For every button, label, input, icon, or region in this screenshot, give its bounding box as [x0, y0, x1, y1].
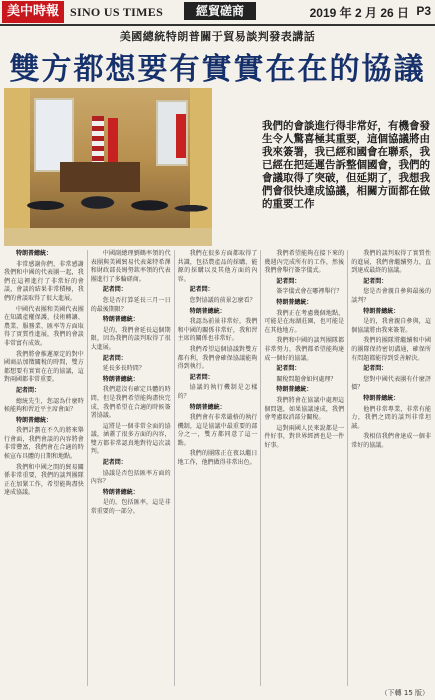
- speaker-label: 記者問：: [276, 365, 301, 373]
- paragraph: 協議是否包括匯率方面的內容？: [90, 469, 171, 486]
- paragraph: 我們在很多方面都取得了共識，包括農產品的採購、能源的採購以及其他方面的內容。: [177, 250, 258, 283]
- speaker-label: 記者問：: [363, 365, 388, 373]
- paragraph: 是的，包括匯率，這是非常重要的一部分。: [90, 499, 171, 516]
- paragraph: 協議的執行機制是怎樣的？: [177, 384, 258, 400]
- text-column: [91, 250, 171, 686]
- issue-date: 2019 年 2 月 26 日: [309, 6, 409, 20]
- paragraph: 您是否會親自參與最後的談判？: [351, 288, 431, 304]
- paragraph: 他們非常專業，非常有能力，我們之間的談判非常坦誠。: [351, 405, 431, 430]
- masthead: [0, 0, 435, 26]
- paragraph: 簽字儀式會在哪裡舉行？: [276, 288, 343, 296]
- paragraph: 您是否打算延長三月一日的最後期限？: [90, 296, 171, 313]
- paragraph: 是的，我會親自參與，這個協議將由我來簽署。: [351, 318, 431, 334]
- paragraph: 我們希望能夠在接下來的幾週內完成所有的工作，然後我們會舉行簽字儀式。: [264, 250, 345, 275]
- paragraph: 我認為前景非常好，我們和中國的關係非常好，我和習主席的關係也非常好。: [177, 318, 258, 343]
- paragraph: 延長多長時間？: [102, 365, 145, 373]
- paragraph: 這將是一個非常全面的協議，涵蓋了很多方面的內容，雙方都非常認真地對待這次談判。: [90, 422, 171, 456]
- paragraph: 您對協議的前景怎麼看？: [189, 296, 256, 304]
- speaker-label: 特朗普總統：: [189, 307, 226, 315]
- continued-note: （下轉 15 版）: [380, 689, 429, 697]
- paragraph: 我們的團隊正在夜以繼日地工作，他們做得非常出色。: [177, 450, 258, 467]
- paragraph: 我們的談判取得了實質性的進展，我們會繼續努力，直到達成最終的協議。: [351, 250, 431, 275]
- speaker-label: 記者問：: [363, 277, 388, 285]
- brand-name-cn: 美中時報: [2, 1, 64, 23]
- speaker-label: 特朗普總統：: [189, 403, 226, 411]
- speaker-label: 特朗普總統：: [102, 316, 139, 324]
- brand-name-en: SINO US TIMES: [70, 4, 164, 19]
- paragraph: 我相信我們會達成一個非常好的協議。: [351, 433, 431, 449]
- paragraph: 我們正在考慮幾個地點，可能是在海湖莊園，也可能是在其他地方。: [264, 309, 345, 334]
- speaker-label: 特朗普總統：: [16, 250, 53, 257]
- paragraph: 總統先生，您認為什麼時候能夠和習近平主席會面？: [4, 397, 84, 414]
- text-column: [178, 250, 258, 686]
- paragraph: 中國副總理劉鶴率領的代表團與美國貿易代表萊特希澤和財政部長姆努欽率領的代表團進行了多輪磋商。: [90, 250, 171, 283]
- speaker-label: 特朗普總統：: [102, 488, 139, 496]
- section-tag: 經貿磋商: [184, 2, 256, 20]
- paragraph: 我們和中國的談判團隊都非常努力，我們都希望能夠達成一個好的協議。: [264, 337, 345, 362]
- column-divider: [260, 250, 261, 686]
- speaker-label: 特朗普總統：: [16, 416, 53, 424]
- speaker-label: 記者問：: [16, 386, 41, 394]
- column-divider: [347, 250, 348, 686]
- pull-quote: 我們的會談進行得非常好，有機會發生令人驚喜極其重要，這個協議將由我來簽署，我已經和國會在聯系，我已經在把延遲告訴整個國會，我們的會議取得了突破，但延期了，我想我們會很快達成協議，相關方面都在做的重要工作: [262, 120, 430, 210]
- text-column: [351, 250, 431, 686]
- speaker-label: 特朗普總統：: [363, 394, 400, 402]
- paragraph: 您對中國代表團有什麼評價？: [351, 375, 431, 392]
- article-subhead: 美國總統特朗普關于貿易談判發表講話: [119, 30, 316, 43]
- paragraph: 中國代表團和美國代表團在知識產權保護、技術轉讓、農業、服務業、匯率等方面取得了實質性進展，我們的會談非常富有成效。: [4, 305, 84, 347]
- speaker-label: 記者問：: [276, 277, 301, 285]
- paragraph: 非常感謝你們，非常感謝我們和中國的代表團一起，我們在這裡進行了非常好的會談，會談的結果非常積極，我們的會談取得了很大進展。: [4, 260, 84, 302]
- paragraph: 我們的團隊將繼續和中國的團隊保持密切溝通，確保所有問題都能得到妥善解決。: [351, 337, 431, 362]
- speaker-label: 記者問：: [189, 286, 214, 294]
- paragraph: 這對兩國人民來說都是一件好事，對世界經濟也是一件好事。: [264, 424, 345, 449]
- paragraph: 我們和中國之間的貿易關係非常重要，我們的談判團隊正在加緊工作，希望能夠盡快達成協議。: [4, 463, 84, 497]
- page-number: P3: [416, 4, 431, 18]
- article-headline: 雙方都想要有實實在在的協議: [9, 52, 426, 87]
- speaker-label: 記者問：: [102, 459, 127, 467]
- paragraph: 關稅問題會如何處理？: [276, 375, 337, 383]
- paragraph: 我們將會推遲原定的對中國商品加徵關稅的時間，雙方都想要有實實在在的協議，這對兩國都非常重要。: [4, 350, 84, 384]
- speaker-label: 特朗普總統：: [102, 375, 139, 383]
- speaker-label: 特朗普總統：: [363, 307, 400, 315]
- news-photo: [4, 88, 212, 246]
- text-column: [264, 250, 344, 686]
- speaker-label: 記者問：: [189, 373, 214, 381]
- paragraph: 是的，我們會延長這個期限，因為我們的談判取得了很大進展。: [90, 326, 171, 351]
- speaker-label: 記者問：: [102, 354, 127, 362]
- paragraph: 我們將會在協議中處理這個問題，如果協議達成，我們會考慮取消部分關稅。: [264, 396, 345, 422]
- paragraph: 我們希望這個協議對雙方都有利，我們會確保協議能夠得到執行。: [177, 345, 258, 371]
- article-body: [4, 250, 431, 686]
- column-divider: [87, 250, 88, 686]
- column-divider: [174, 250, 175, 686]
- speaker-label: 特朗普總統：: [276, 386, 313, 394]
- paragraph: 我們還沒有確定具體的時間，但是我們希望能夠盡快完成，我們希望在合適的時候簽署協議。: [90, 386, 171, 420]
- speaker-label: 特朗普總統：: [276, 298, 313, 306]
- text-column: [4, 250, 84, 686]
- speaker-label: 記者問：: [102, 286, 127, 294]
- paragraph: 我們計劃在不久的將來舉行會面，我們會談的內容將會非常豐富，我們會在合適的時候宣布具體的日期和地點。: [4, 427, 84, 461]
- paragraph: 我們會有非常嚴格的執行機制，這是協議中最重要的部分之一，雙方都同意了這一點。: [177, 414, 258, 447]
